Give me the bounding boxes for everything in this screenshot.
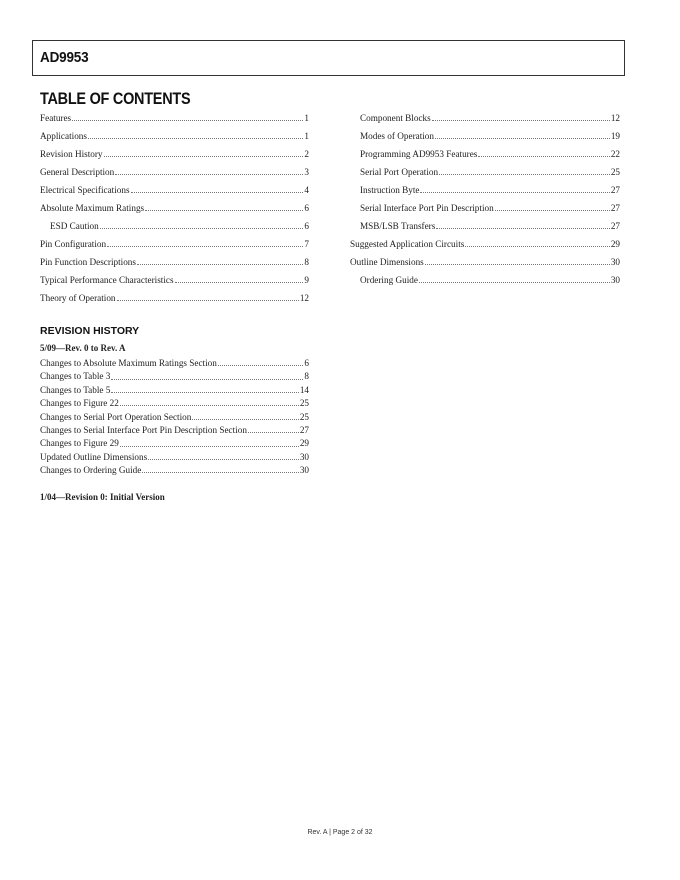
dot-leader [117, 300, 299, 301]
toc-entry-changes-to-ordering-guide[interactable] [40, 464, 309, 477]
entry-page-number: 27 [610, 203, 620, 213]
dot-leader [419, 282, 610, 283]
toc-entry-updated-outline-dimensions[interactable] [40, 451, 309, 464]
entry-page-number: 29 [299, 438, 309, 449]
dot-leader [248, 432, 299, 433]
toc-entry-serial-interface-port-pin-description[interactable] [350, 199, 620, 217]
dot-leader [425, 264, 610, 265]
toc-right-column [350, 109, 620, 289]
entry-label: ESD Caution [50, 221, 99, 231]
entry-page-number: 30 [299, 451, 309, 462]
dot-leader [115, 174, 303, 175]
entry-label: Changes to Absolute Maximum Ratings Section [40, 358, 217, 368]
dot-leader [145, 210, 303, 211]
entry-page-number: 3 [304, 167, 309, 177]
entry-label: Changes to Serial Interface Port Pin Description Section [40, 424, 247, 435]
page-footer: Rev. A | Page 2 of 32 [307, 829, 373, 836]
rev-0-heading: 1/04—Revision 0: Initial Version [40, 492, 165, 502]
entry-label: Changes to Table 3 [40, 371, 111, 382]
dot-leader [218, 365, 304, 366]
entry-page-number: 25 [610, 167, 620, 177]
entry-page-number: 8 [304, 371, 309, 382]
toc-entry-revision-history[interactable] [40, 145, 309, 163]
entry-label: Programming AD9953 Features [360, 149, 478, 159]
dot-leader [175, 282, 304, 283]
entry-page-number: 9 [304, 275, 309, 285]
entry-label: Changes to Table 5 [40, 384, 111, 395]
dot-leader [432, 120, 610, 121]
revision-changes-list [40, 357, 309, 478]
entry-page-number: 6 [304, 358, 309, 368]
dot-leader [192, 419, 299, 420]
dot-leader [478, 156, 609, 157]
toc-entry-features[interactable] [40, 109, 309, 127]
dot-leader [137, 264, 303, 265]
entry-page-number: 25 [299, 398, 309, 409]
toc-entry-changes-to-figure-22[interactable] [40, 397, 309, 410]
dot-leader [111, 392, 298, 393]
entry-page-number: 29 [610, 239, 620, 249]
entry-page-number: 4 [304, 185, 309, 195]
entry-label: Serial Interface Port Pin Description [360, 203, 494, 213]
toc-entry-absolute-maximum-ratings[interactable] [40, 199, 309, 217]
toc-entry-serial-port-operation[interactable] [350, 163, 620, 181]
dot-leader [120, 446, 299, 447]
dot-leader [436, 228, 610, 229]
entry-page-number: 12 [610, 113, 620, 123]
entry-page-number: 7 [304, 239, 309, 249]
toc-entry-outline-dimensions[interactable] [350, 253, 620, 271]
entry-label: Features [40, 113, 72, 123]
toc-entry-pin-configuration[interactable] [40, 235, 309, 253]
dot-leader [100, 228, 304, 229]
entry-label: Changes to Serial Port Operation Section [40, 411, 192, 422]
entry-page-number: 27 [610, 185, 620, 195]
entry-label: Suggested Application Circuits [350, 239, 465, 249]
entry-page-number: 6 [304, 221, 309, 231]
entry-label: Component Blocks [360, 113, 431, 123]
entry-label: General Description [40, 167, 115, 177]
dot-leader [435, 138, 610, 139]
dot-leader [148, 459, 299, 460]
toc-entry-msb-lsb-transfers[interactable] [350, 217, 620, 235]
toc-entry-suggested-application-circuits[interactable] [350, 235, 620, 253]
toc-entry-component-blocks[interactable] [350, 109, 620, 127]
toc-entry-changes-to-table-5[interactable] [40, 384, 309, 397]
entry-label: Changes to Ordering Guide [40, 465, 142, 476]
entry-label: Revision History [40, 149, 103, 159]
dot-leader [420, 192, 609, 193]
entry-page-number: 30 [299, 465, 309, 476]
entry-label: Changes to Figure 29 [40, 438, 119, 449]
dot-leader [439, 174, 610, 175]
entry-label: Serial Port Operation [360, 167, 439, 177]
entry-page-number: 1 [304, 113, 309, 123]
toc-entry-general-description[interactable] [40, 163, 309, 181]
dot-leader [465, 246, 609, 247]
header-box [32, 40, 625, 76]
entry-label: Outline Dimensions [350, 257, 424, 267]
toc-entry-changes-to-serial-port-operation-section[interactable] [40, 411, 309, 424]
entry-label: Instruction Byte [360, 185, 420, 195]
toc-entry-applications[interactable] [40, 127, 309, 145]
toc-entry-instruction-byte[interactable] [350, 181, 620, 199]
entry-label: Absolute Maximum Ratings [40, 203, 145, 213]
toc-entry-changes-to-table-3[interactable] [40, 370, 309, 383]
dot-leader [142, 472, 299, 473]
toc-title: TABLE OF CONTENTS [40, 89, 191, 108]
dot-leader [120, 405, 299, 406]
entry-label: Changes to Figure 22 [40, 398, 119, 409]
entry-label: Applications [40, 131, 87, 141]
dot-leader [72, 120, 303, 121]
entry-label: Pin Configuration [40, 239, 107, 249]
entry-label: Typical Performance Characteristics [40, 275, 174, 285]
dot-leader [104, 156, 304, 157]
entry-label: MSB/LSB Transfers [360, 221, 436, 231]
entry-label: Pin Function Descriptions [40, 257, 136, 267]
entry-label: Theory of Operation [40, 293, 116, 303]
entry-page-number: 14 [299, 384, 309, 395]
entry-label: Modes of Operation [360, 131, 434, 141]
toc-entry-electrical-specifications[interactable] [40, 181, 309, 199]
toc-entry-changes-to-serial-interface-port-pin-description-section[interactable] [40, 424, 309, 437]
entry-page-number: 2 [304, 149, 309, 159]
toc-left-column [40, 109, 309, 307]
entry-page-number: 30 [610, 257, 620, 267]
toc-entry-ordering-guide[interactable] [350, 271, 620, 289]
entry-page-number: 8 [304, 257, 309, 267]
toc-entry-changes-to-figure-29[interactable] [40, 437, 309, 450]
entry-page-number: 25 [299, 411, 309, 422]
entry-label: Ordering Guide [360, 275, 418, 285]
toc-entry-typical-performance-characteristics[interactable] [40, 271, 309, 289]
dot-leader [131, 192, 304, 193]
entry-page-number: 1 [304, 131, 309, 141]
toc-entry-modes-of-operation[interactable] [350, 127, 620, 145]
rev-a-heading: 5/09—Rev. 0 to Rev. A [40, 343, 126, 353]
part-number-title: AD9953 [40, 49, 89, 66]
entry-page-number: 6 [304, 203, 309, 213]
entry-page-number: 22 [610, 149, 620, 159]
toc-entry-programming-ad9953-features[interactable] [350, 145, 620, 163]
toc-entry-theory-of-operation[interactable] [40, 289, 309, 307]
entry-page-number: 12 [299, 293, 309, 303]
entry-page-number: 30 [610, 275, 620, 285]
entry-label: Updated Outline Dimensions [40, 451, 148, 462]
entry-label: Electrical Specifications [40, 185, 130, 195]
toc-entry-esd-caution[interactable] [40, 217, 309, 235]
entry-page-number: 27 [299, 424, 309, 435]
dot-leader [495, 210, 610, 211]
toc-entry-pin-function-descriptions[interactable] [40, 253, 309, 271]
dot-leader [111, 379, 303, 380]
entry-page-number: 27 [610, 221, 620, 231]
toc-entry-changes-to-absolute-maximum-ratings-section[interactable] [40, 357, 309, 370]
entry-page-number: 19 [610, 131, 620, 141]
revision-history-title: REVISION HISTORY [40, 325, 140, 337]
dot-leader [88, 138, 303, 139]
dot-leader [107, 246, 303, 247]
